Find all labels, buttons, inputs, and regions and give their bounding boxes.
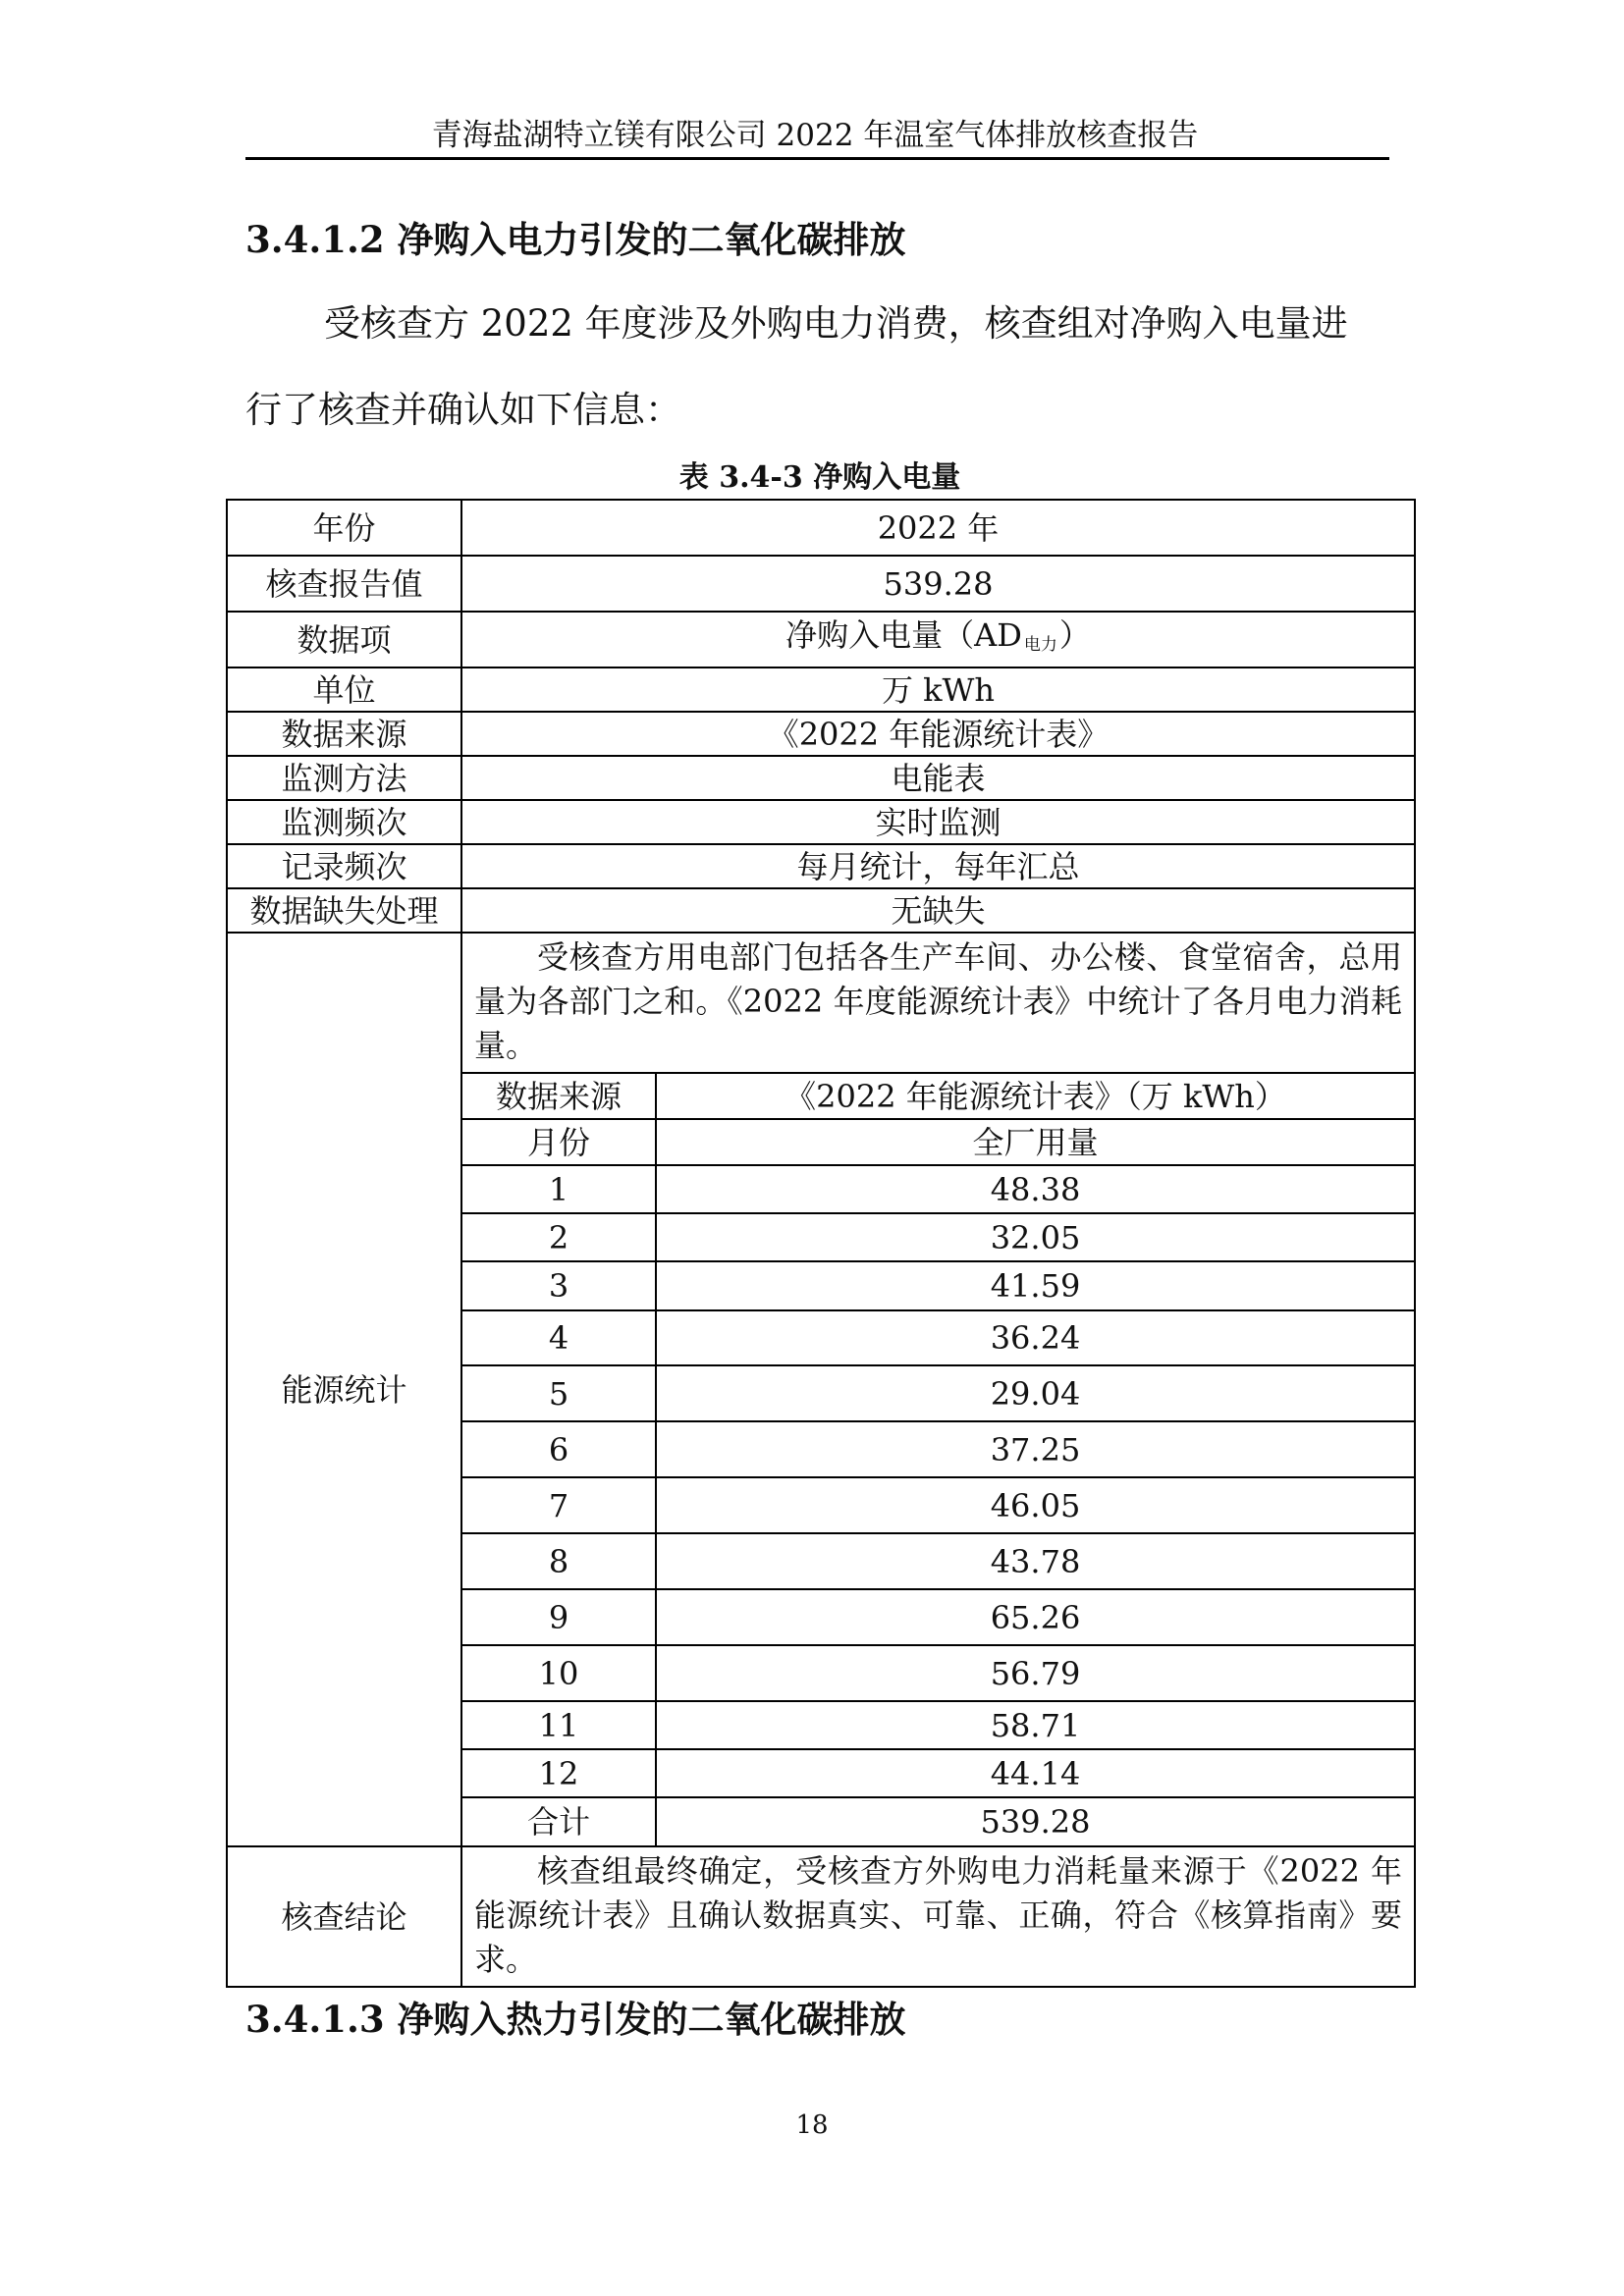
usage-cell: 29.04 [656, 1365, 1414, 1421]
row-value [461, 612, 1415, 667]
month-row [462, 1165, 1414, 1213]
month-cell: 12 [462, 1749, 656, 1797]
row-label: 单位 [227, 667, 461, 712]
month-row [462, 1589, 1414, 1645]
energy-description: 受核查方用电部门包括各生产车间、办公楼、食堂宿舍，总用量为各部门之和。《2022 年度能源统计表》中统计了各月电力消耗量。 [474, 938, 1402, 1064]
row-label: 核查报告值 [227, 556, 461, 612]
row-value: 2022 年 [461, 500, 1415, 556]
month-row [462, 1477, 1414, 1533]
conclusion-text: 核查组最终确定，受核查方外购电力消耗量来源于《2022 年能源统计表》且确认数据真实、可靠、正确，符合《核算指南》要求。 [474, 1852, 1402, 1978]
row-value: 无缺失 [461, 888, 1415, 933]
month-cell: 2 [462, 1213, 656, 1261]
table-row [227, 667, 1415, 712]
month-header-row [462, 1119, 1414, 1165]
month-cell: 6 [462, 1421, 656, 1477]
source-row [462, 1073, 1414, 1119]
conclusion-label: 核查结论 [227, 1846, 461, 1987]
table-row [227, 712, 1415, 756]
data-item-close: ） [1058, 615, 1091, 654]
usage-cell: 56.79 [656, 1645, 1414, 1701]
table-row [227, 844, 1415, 888]
row-label: 年份 [227, 500, 461, 556]
conclusion-row [227, 1846, 1415, 1987]
usage-cell: 36.24 [656, 1310, 1414, 1365]
row-label: 数据缺失处理 [227, 888, 461, 933]
section-heading-3-4-1-3: 3.4.1.3 净购入热力引发的二氧化碳排放 [245, 1998, 906, 2041]
table-row [227, 556, 1415, 612]
usage-cell: 43.78 [656, 1533, 1414, 1589]
row-value: 电能表 [461, 756, 1415, 800]
row-value: 每月统计，每年汇总 [461, 844, 1415, 888]
table-row [227, 612, 1415, 667]
month-header: 月份 [462, 1119, 656, 1165]
month-row [462, 1421, 1414, 1477]
month-row [462, 1213, 1414, 1261]
usage-cell: 32.05 [656, 1213, 1414, 1261]
month-row [462, 1701, 1414, 1749]
electricity-table [226, 499, 1416, 1988]
energy-statistics-label: 能源统计 [227, 933, 461, 1846]
total-label: 合计 [462, 1797, 656, 1845]
usage-cell: 65.26 [656, 1589, 1414, 1645]
month-row [462, 1749, 1414, 1797]
usage-cell: 58.71 [656, 1701, 1414, 1749]
monthly-usage-table [462, 1072, 1414, 1845]
section-heading-3-4-1-2: 3.4.1.2 净购入电力引发的二氧化碳排放 [245, 218, 906, 261]
usage-cell: 44.14 [656, 1749, 1414, 1797]
row-label: 数据项 [227, 612, 461, 667]
source-value: 《2022 年能源统计表》（万 kWh） [656, 1073, 1414, 1119]
row-value: 万 kWh [461, 667, 1415, 712]
row-value: 实时监测 [461, 800, 1415, 844]
usage-cell: 41.59 [656, 1261, 1414, 1310]
usage-cell: 46.05 [656, 1477, 1414, 1533]
month-cell: 5 [462, 1365, 656, 1421]
conclusion-cell [461, 1846, 1415, 1987]
month-cell: 9 [462, 1589, 656, 1645]
month-row [462, 1533, 1414, 1589]
usage-cell: 48.38 [656, 1165, 1414, 1213]
intro-paragraph-line-1: 受核查方 2022 年度涉及外购电力消费，核查组对净购入电量进 [324, 302, 1348, 345]
month-row [462, 1261, 1414, 1310]
row-value: 《2022 年能源统计表》 [461, 712, 1415, 756]
row-value: 539.28 [461, 556, 1415, 612]
row-label: 监测频次 [227, 800, 461, 844]
month-row [462, 1645, 1414, 1701]
table-caption: 表 3.4-3 净购入电量 [678, 460, 961, 495]
month-cell: 1 [462, 1165, 656, 1213]
source-label: 数据来源 [462, 1073, 656, 1119]
table-row [227, 500, 1415, 556]
intro-paragraph-line-2: 行了核查并确认如下信息： [245, 389, 681, 431]
page-number: 18 [795, 2110, 829, 2140]
usage-cell: 37.25 [656, 1421, 1414, 1477]
header-rule [245, 157, 1389, 160]
month-cell: 3 [462, 1261, 656, 1310]
month-cell: 7 [462, 1477, 656, 1533]
page-header: 青海盐湖特立镁有限公司 2022 年温室气体排放核查报告 [431, 118, 1199, 153]
month-row [462, 1365, 1414, 1421]
month-row [462, 1310, 1414, 1365]
month-cell: 8 [462, 1533, 656, 1589]
energy-statistics-cell [461, 933, 1415, 1846]
table-row [227, 756, 1415, 800]
total-row [462, 1797, 1414, 1845]
data-item-text: 净购入电量（AD [785, 615, 1022, 654]
total-value: 539.28 [656, 1797, 1414, 1845]
row-label: 记录频次 [227, 844, 461, 888]
usage-header: 全厂用量 [656, 1119, 1414, 1165]
table-row [227, 888, 1415, 933]
row-label: 监测方法 [227, 756, 461, 800]
month-cell: 11 [462, 1701, 656, 1749]
month-cell: 4 [462, 1310, 656, 1365]
data-item-subscript: 电力 [1023, 634, 1057, 655]
month-cell: 10 [462, 1645, 656, 1701]
row-label: 数据来源 [227, 712, 461, 756]
energy-statistics-row [227, 933, 1415, 1846]
table-row [227, 800, 1415, 844]
